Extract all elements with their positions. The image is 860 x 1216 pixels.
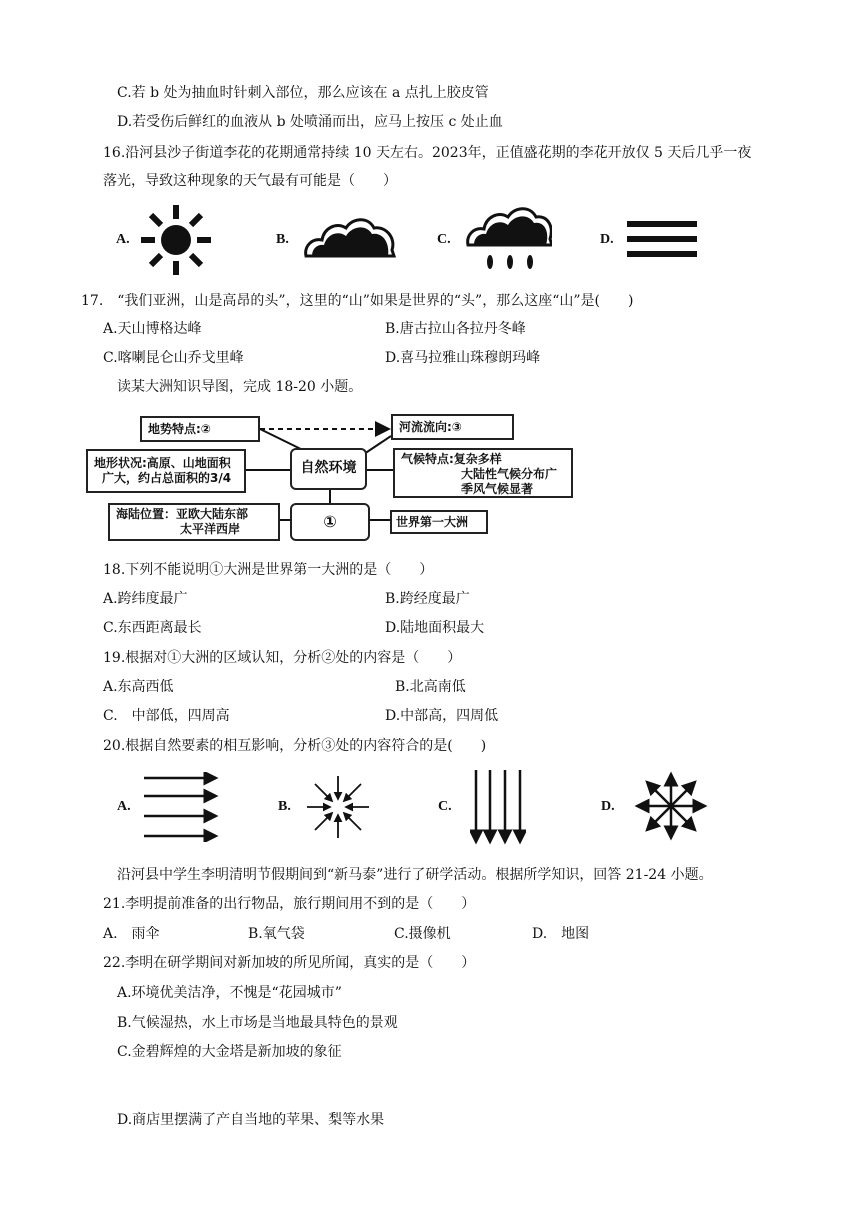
q16-label-c: C. (437, 232, 451, 247)
q19-option-a: A.东高西低 (103, 679, 174, 695)
mindmap-river-text: 河流流向:③ (399, 420, 462, 434)
q20-stem: 20.根据自然要素的相互影响，分析③处的内容符合的是( ) (103, 738, 487, 754)
mindmap-center-box (290, 448, 367, 490)
rain-icon (464, 205, 552, 273)
q20-label-b: B. (278, 799, 291, 814)
sunny-icon (138, 203, 214, 277)
q19-option-b: B.北高南低 (395, 679, 466, 695)
q17-option-a: A.天山博格达峰 (103, 321, 202, 337)
q21-option-d: D. 地图 (532, 926, 590, 942)
mindmap-location-line1: 海陆位置：亚欧大陆东部 (116, 507, 249, 521)
mindmap-largest-box (390, 510, 488, 534)
q17-stem: 17. “我们亚洲，山是高昂的头”，这里的“山”如果是世界的“头”，那么这座“山”是( ) (81, 293, 634, 309)
mindmap-landform-line1: 地形状况:高原、山地面积 (94, 456, 231, 470)
arrows-south-icon (470, 768, 526, 850)
q20-label-d: D. (601, 799, 615, 814)
q22-option-c: C.金碧辉煌的大金塔是新加坡的象征 (117, 1044, 342, 1060)
q19-option-c: C. 中部低，四周高 (103, 708, 230, 724)
q16-stem-line2: 落光，导致这种现象的天气最有可能是（ ） (103, 173, 397, 189)
arrows-diverge-icon (633, 770, 709, 842)
q16-label-d: D. (600, 232, 614, 247)
mindmap-terrain-text: 地势特点:② (148, 422, 211, 436)
q22-option-a: A.环境优美洁净，不愧是“花园城市” (117, 985, 342, 1001)
mindmap-landform-line2: 广大，约占总面积的3/4 (102, 471, 232, 485)
arrows-converge-icon (305, 774, 371, 840)
mindmap-location-line2: 太平洋西岸 (180, 522, 241, 536)
q18-option-c: C.东西距离最长 (103, 620, 202, 636)
q15-option-d: D.若受伤后鲜红的血液从 b 处喷涌而出，应马上按压 c 处止血 (117, 114, 503, 130)
q18-option-d: D.陆地面积最大 (385, 620, 485, 636)
q16-label-b: B. (276, 232, 289, 247)
mindmap-largest-text: 世界第一大洲 (396, 515, 469, 529)
mindmap-landform-box (86, 449, 246, 493)
mindmap-climate-line3: 季风气候显著 (461, 482, 534, 496)
arrows-east-icon (140, 772, 224, 842)
q17-option-c: C.喀喇昆仑山乔戈里峰 (103, 350, 244, 366)
q22-stem: 22.李明在研学期间对新加坡的所见所闻，真实的是（ ） (103, 955, 476, 971)
q18-option-a: A.跨纬度最广 (103, 591, 188, 607)
q16-stem-line1: 16.沿河县沙子街道李花的花期通常持续 10 天左右。2023年，正值盛花期的李花开放仅 5 天后几乎一夜 (103, 145, 752, 161)
q19-stem: 19.根据对①大洲的区域认知，分析②处的内容是（ ） (103, 650, 462, 666)
mindmap-river-box (391, 414, 514, 440)
q21-option-c: C.摄像机 (394, 926, 451, 942)
mindmap-climate-line2: 大陆性气候分布广 (461, 467, 558, 481)
q16-label-a: A. (116, 232, 130, 247)
q22-option-d: D.商店里摆满了产自当地的苹果、梨等水果 (117, 1112, 385, 1128)
fog-icon (627, 219, 697, 259)
q18-option-b: B.跨经度最广 (385, 591, 470, 607)
cloudy-icon (302, 212, 398, 260)
q20-label-c: C. (438, 799, 452, 814)
mindmap-center-text: 自然环境 (300, 460, 357, 476)
mindmap-location-box (108, 503, 280, 541)
intro-18-20: 读某大洲知识导图，完成 18-20 小题。 (117, 379, 363, 395)
q18-stem: 18.下列不能说明①大洲是世界第一大洲的是（ ） (103, 562, 434, 578)
q17-option-d: D.喜马拉雅山珠穆朗玛峰 (385, 350, 541, 366)
q22-option-b: B.气候湿热，水上市场是当地最具特色的景观 (117, 1015, 398, 1031)
mindmap-continent-text: ① (323, 512, 337, 531)
intro-21-24: 沿河县中学生李明清明节假期间到“新马泰”进行了研学活动。根据所学知识，回答 21-24 小题。 (117, 867, 713, 883)
q19-option-d: D.中部高，四周低 (385, 708, 499, 724)
mindmap-terrain-box (140, 416, 260, 442)
q20-label-a: A. (117, 799, 131, 814)
q17-option-b: B.唐古拉山各拉丹冬峰 (385, 321, 526, 337)
q21-option-a: A. 雨伞 (103, 926, 160, 942)
mindmap-climate-line1: 气候特点:复杂多样 (401, 452, 502, 466)
mindmap-continent-box (290, 503, 370, 541)
q21-stem: 21.李明提前准备的出行物品，旅行期间用不到的是（ ） (103, 896, 476, 912)
mindmap-climate-box (393, 448, 573, 498)
q21-option-b: B.氧气袋 (248, 926, 305, 942)
q15-option-c: C.若 b 处为抽血时针刺入部位，那么应该在 a 点扎上胶皮管 (117, 85, 489, 101)
